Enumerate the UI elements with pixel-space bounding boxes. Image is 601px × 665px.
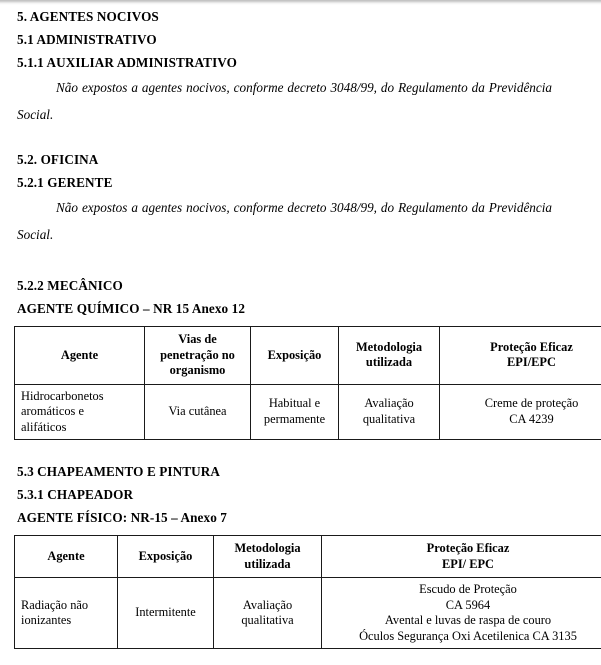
header-cell-exposicao: Exposição [251, 327, 339, 385]
cell-agente-line2: aromáticos e [21, 404, 84, 418]
cell-metodologia [214, 578, 322, 649]
cell-exposicao [251, 384, 339, 440]
cell-protecao-line2: CA 5964 [445, 597, 491, 612]
cell-agente-line1: Hidrocarbonetos [21, 388, 104, 403]
section-heading-5-3-1: 5.3.1 CHAPEADOR [17, 487, 134, 502]
header-cell-agente: Agente [15, 327, 145, 385]
section-heading-5-2-2: 5.2.2 MECÂNICO [17, 278, 123, 293]
header-cell-vias-penetracao [145, 327, 251, 385]
cell-exposicao-line2: permamente [263, 411, 326, 426]
cell-protecao-line3: Avental e luvas de raspa de couro [384, 613, 552, 627]
table-row [15, 384, 601, 440]
table-header-row [15, 536, 601, 578]
agent-label-chemical: AGENTE QUÍMICO – NR 15 Anexo 12 [17, 301, 246, 316]
cell-exposicao: Intermitente [118, 578, 214, 649]
header-vias-line1: Vias de [178, 332, 217, 346]
cell-agente [15, 578, 118, 649]
section-heading-5: 5. AGENTES NOCIVOS [17, 9, 159, 24]
cell-vias-penetracao: Via cutânea [145, 384, 251, 440]
cell-metodologia-line1: Avaliação [242, 597, 293, 612]
cell-metodologia-line2: qualitativa [241, 613, 294, 627]
section-heading-5-1-1: 5.1.1 AUXILIAR ADMINISTRATIVO [17, 55, 238, 70]
header-cell-exposicao: Exposição [118, 536, 214, 578]
header-cell-metodologia [214, 536, 322, 578]
header-protecao-line2: EPI/EPC [507, 355, 556, 370]
header-metodologia-line1: Metodologia [355, 339, 423, 354]
header-protecao-line1: Proteção Eficaz [490, 339, 573, 354]
cell-metodologia [339, 384, 440, 440]
header-cell-protecao-eficaz [322, 536, 601, 578]
table-physical-agents [14, 535, 601, 649]
header-protecao-line2: EPI/ EPC [442, 556, 494, 571]
header-protecao-line1: Proteção Eficaz [426, 541, 510, 555]
cell-metodologia-line1: Avaliação [364, 396, 414, 411]
header-metodologia-line1: Metodologia [234, 541, 301, 555]
cell-agente-line1: Radiação não [21, 597, 89, 612]
section-heading-5-2: 5.2. OFICINA [17, 152, 99, 167]
agent-label-physical: AGENTE FÍSICO: NR-15 – Anexo 7 [17, 510, 227, 525]
cell-protecao-line4: Óculos Segurança Oxi Acetilenica CA 3135 [359, 628, 577, 643]
cell-exposicao-line1: Habitual e [268, 396, 321, 411]
header-cell-agente: Agente [15, 536, 118, 578]
cell-protecao-line2: CA 4239 [509, 411, 554, 426]
header-cell-protecao-eficaz [440, 327, 601, 385]
cell-protecao-eficaz [322, 578, 601, 649]
cell-agente-line3: alifáticos [21, 419, 67, 434]
header-cell-metodologia [339, 327, 440, 385]
paragraph-5-1-1: Não expostos a agentes nocivos, conforme decreto 3048/99, do Regulamento da Previdência Social. [17, 80, 552, 122]
cell-protecao-line1: Escudo de Proteção [419, 582, 517, 596]
table-chemical-agents [14, 326, 601, 440]
section-heading-5-3: 5.3 CHAPEAMENTO E PINTURA [17, 464, 221, 479]
cell-protecao-eficaz [440, 384, 601, 440]
cell-metodologia-line2: qualitativa [362, 411, 416, 426]
cell-agente-line2: ionizantes [21, 613, 72, 627]
table-row [15, 578, 601, 649]
table-header-row [15, 327, 601, 385]
cell-protecao-line1: Creme de proteção [484, 396, 579, 411]
cell-agente [15, 384, 145, 440]
header-metodologia-line2: utilizada [365, 355, 413, 370]
header-vias-line3: organismo [169, 363, 226, 377]
section-heading-5-1: 5.1 ADMINISTRATIVO [17, 32, 157, 47]
header-vias-line2: penetração no [160, 347, 235, 362]
header-metodologia-line2: utilizada [244, 556, 291, 571]
section-heading-5-2-1: 5.2.1 GERENTE [17, 175, 113, 190]
paragraph-5-2-1: Não expostos a agentes nocivos, conforme decreto 3048/99, do Regulamento da Previdência Social. [17, 200, 552, 242]
